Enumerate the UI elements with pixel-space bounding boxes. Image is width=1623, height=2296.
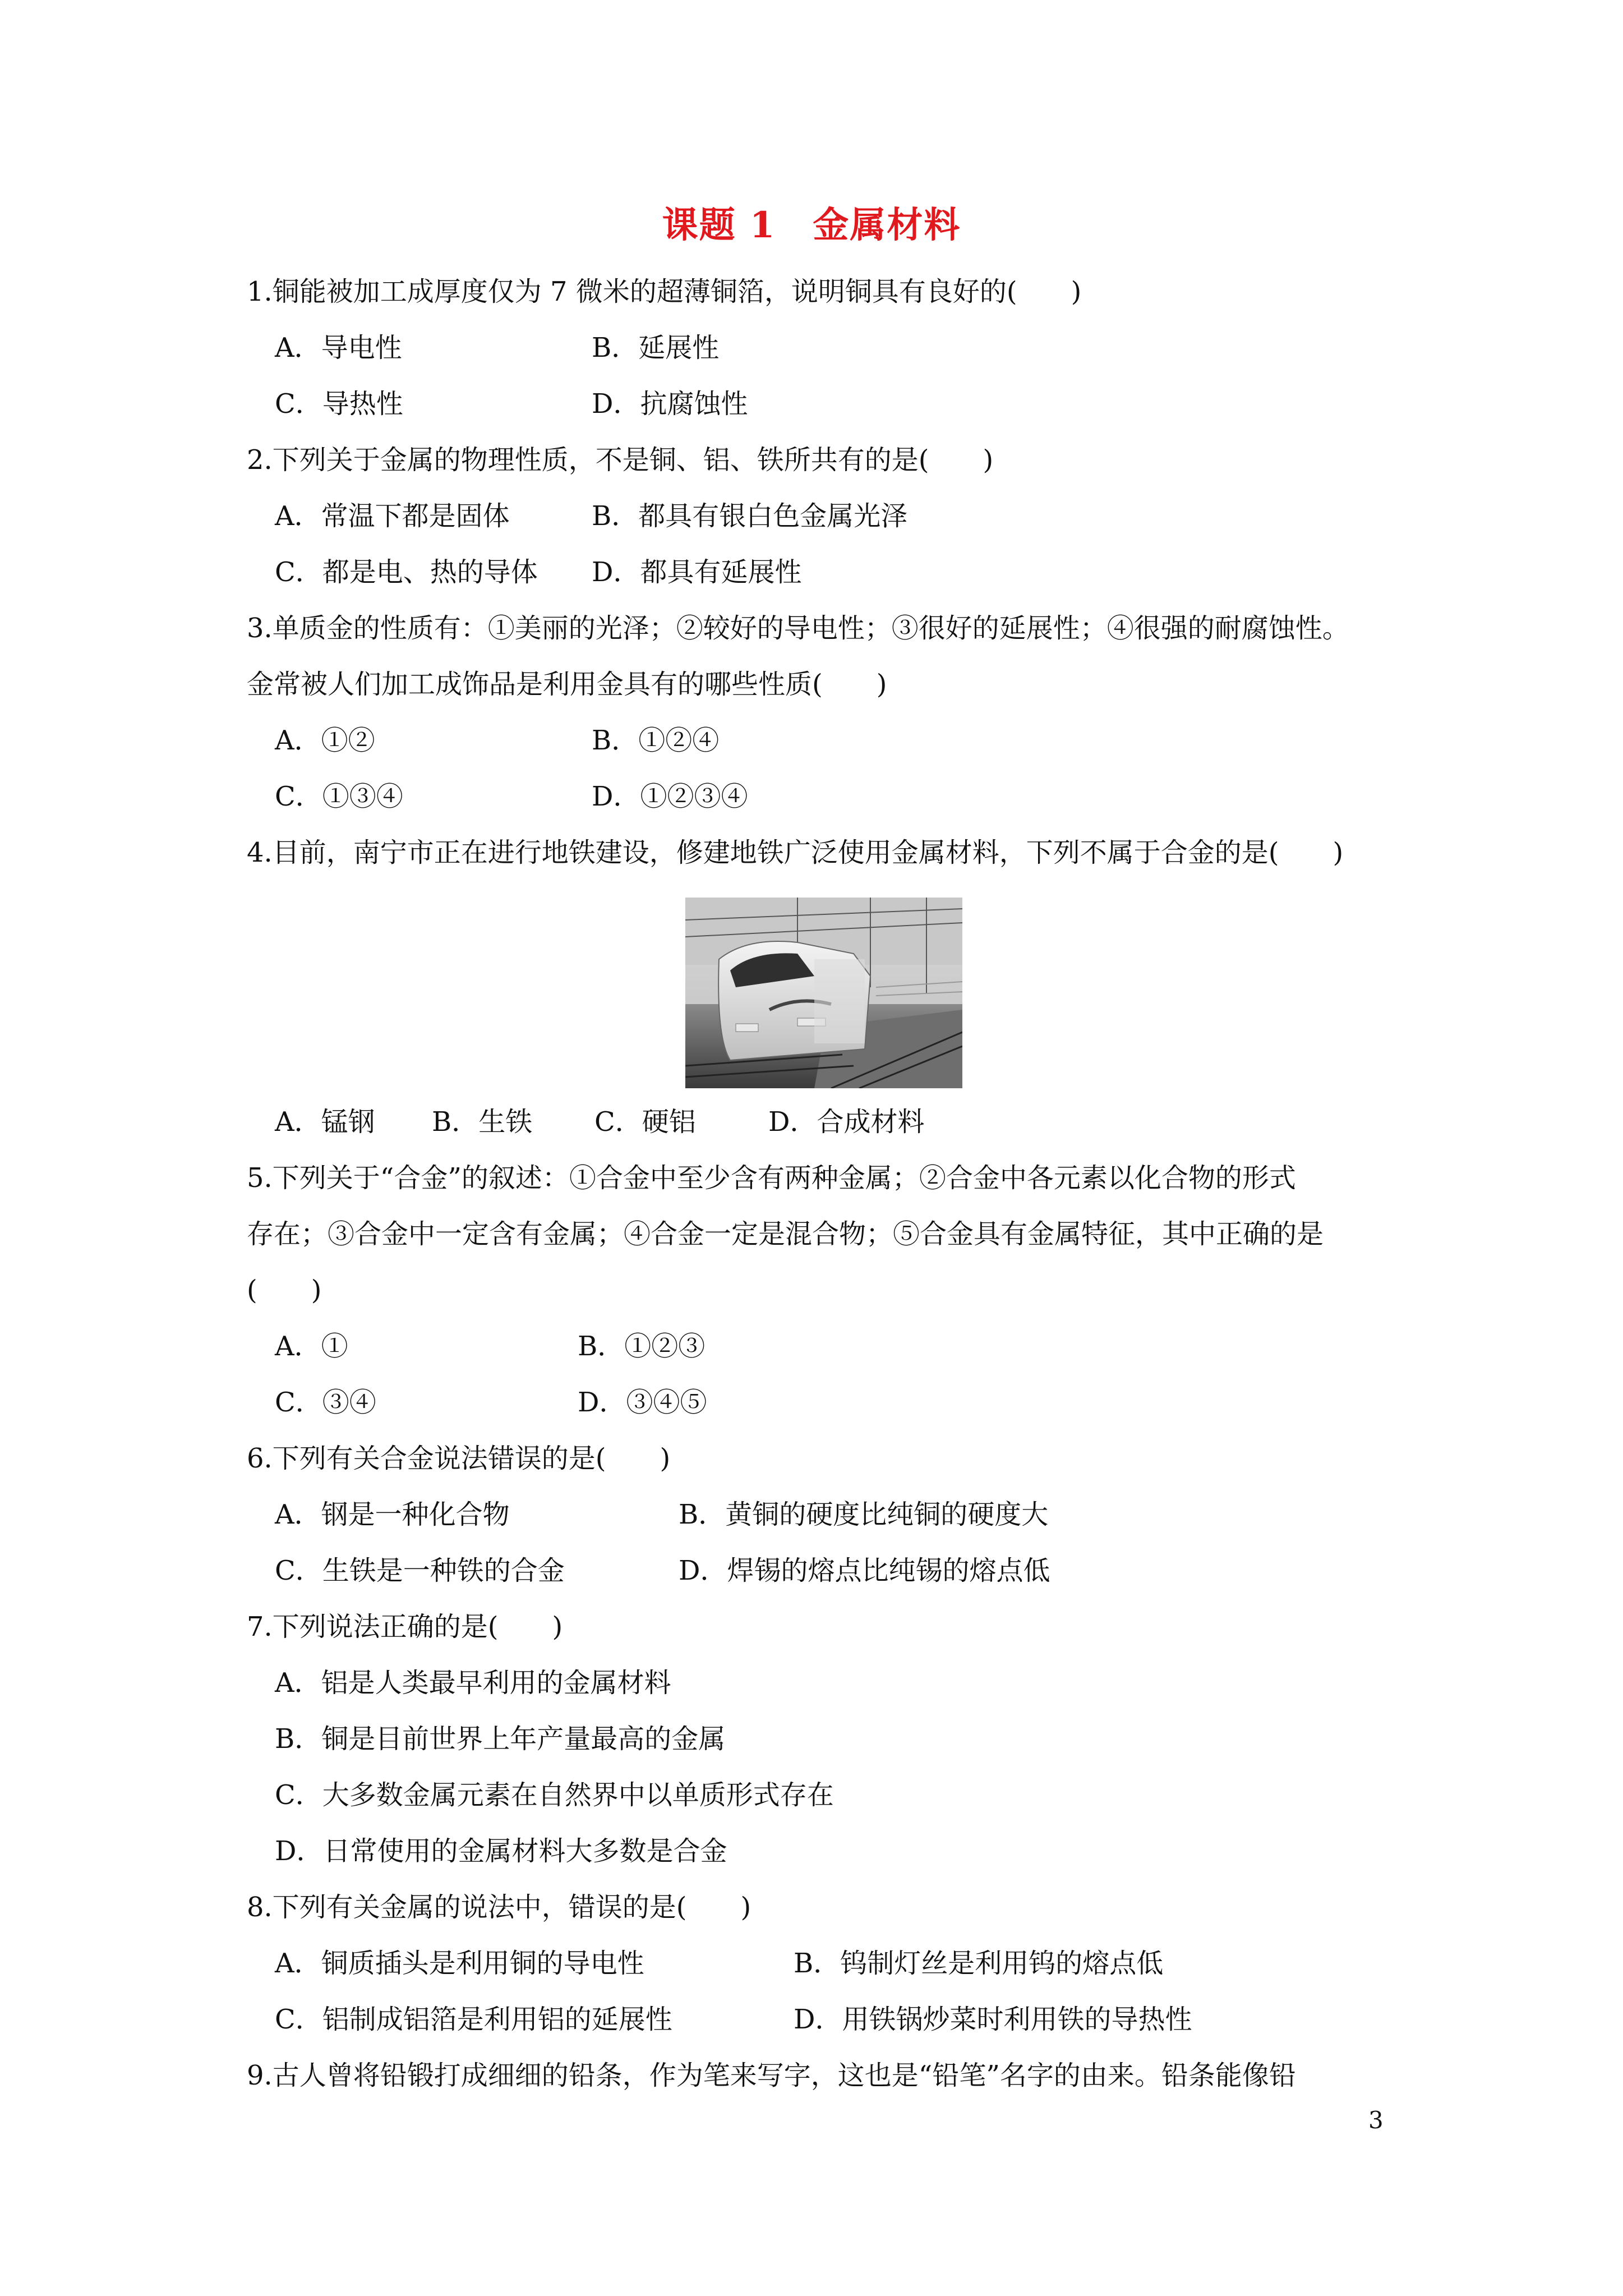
question-4-option-b: B．生铁 [432,1106,533,1138]
question-3-option-a: A．①② [275,725,375,756]
question-2-option-d: D．都具有延展性 [592,556,802,588]
question-7-option-d: D．日常使用的金属材料大多数是合金 [275,1835,727,1867]
question-3-stem-line-2: 金常被人们加工成饰品是利用金具有的哪些性质( ) [247,669,887,700]
question-4-option-d: D．合成材料 [768,1106,925,1138]
question-7-option-b: B．铜是目前世界上年产量最高的金属 [275,1723,726,1755]
question-5-stem-line-2: 存在；③合金中一定含有金属；④合金一定是混合物；⑤合金具有金属特征，其中正确的是 [247,1218,1324,1250]
question-3-option-d: D．①②③④ [592,781,748,812]
question-4-option-a: A．锰钢 [275,1106,375,1138]
question-3-stem-line-1: 3.单质金的性质有：①美丽的光泽；②较好的导电性；③很好的延展性；④很强的耐腐蚀性。 [247,613,1349,644]
question-6-option-a: A．钢是一种化合物 [275,1499,510,1530]
subway-train-image [685,898,962,1088]
question-8-option-c: C．铝制成铝箔是利用铝的延展性 [275,2004,672,2035]
question-2-stem: 2.下列关于金属的物理性质，不是铜、铝、铁所共有的是( ) [247,444,994,476]
question-1-option-b: B．延展性 [592,332,720,364]
question-2-option-b: B．都具有银白色金属光泽 [592,500,908,532]
question-4-option-c: C．硬铝 [594,1106,696,1138]
question-2-option-c: C．都是电、热的导体 [275,556,538,588]
page-title: 课题 1 金属材料 [662,204,961,246]
question-5-stem-line-3: ( ) [247,1274,322,1306]
page-number: 3 [1368,2106,1384,2134]
question-1-option-d: D．抗腐蚀性 [592,388,748,420]
question-7-option-a: A．铝是人类最早利用的金属材料 [275,1667,671,1699]
question-5-option-d: D．③④⑤ [578,1387,707,1418]
question-1-option-c: C．导热性 [275,388,403,420]
question-8-option-b: B．钨制灯丝是利用钨的熔点低 [794,1948,1164,1979]
question-3-option-c: C．①③④ [275,781,403,812]
question-5-stem-line-1: 5.下列关于“合金”的叙述：①合金中至少含有两种金属；②合金中各元素以化合物的形式 [247,1162,1296,1194]
question-8-option-d: D．用铁锅炒菜时利用铁的导热性 [794,2004,1192,2035]
question-8-stem: 8.下列有关金属的说法中，错误的是( ) [247,1892,751,1923]
question-6-option-c: C．生铁是一种铁的合金 [275,1555,565,1586]
question-4-stem: 4.目前，南宁市正在进行地铁建设，修建地铁广泛使用金属材料，下列不属于合金的是( ) [247,837,1344,868]
question-3-option-b: B．①②④ [592,725,720,756]
question-2-option-a: A．常温下都是固体 [275,500,510,532]
question-7-stem: 7.下列说法正确的是( ) [247,1611,563,1642]
question-9-stem: 9.古人曾将铅锻打成细细的铅条，作为笔来写字，这也是“铅笔”名字的由来。铅条能像铅 [247,2060,1296,2091]
question-7-option-c: C．大多数金属元素在自然界中以单质形式存在 [275,1779,834,1811]
question-6-option-d: D．焊锡的熔点比纯锡的熔点低 [679,1555,1050,1586]
question-5-option-b: B．①②③ [578,1331,706,1362]
question-1-option-a: A．导电性 [275,332,402,364]
question-8-option-a: A．铜质插头是利用铜的导电性 [275,1948,644,1979]
question-1-stem: 1.铜能被加工成厚度仅为 7 微米的超薄铜箔，说明铜具有良好的( ) [247,276,1082,307]
question-5-option-c: C．③④ [275,1387,376,1418]
question-6-stem: 6.下列有关合金说法错误的是( ) [247,1443,671,1474]
question-5-option-a: A．① [275,1331,348,1362]
question-6-option-b: B．黄铜的硬度比纯铜的硬度大 [679,1499,1049,1530]
